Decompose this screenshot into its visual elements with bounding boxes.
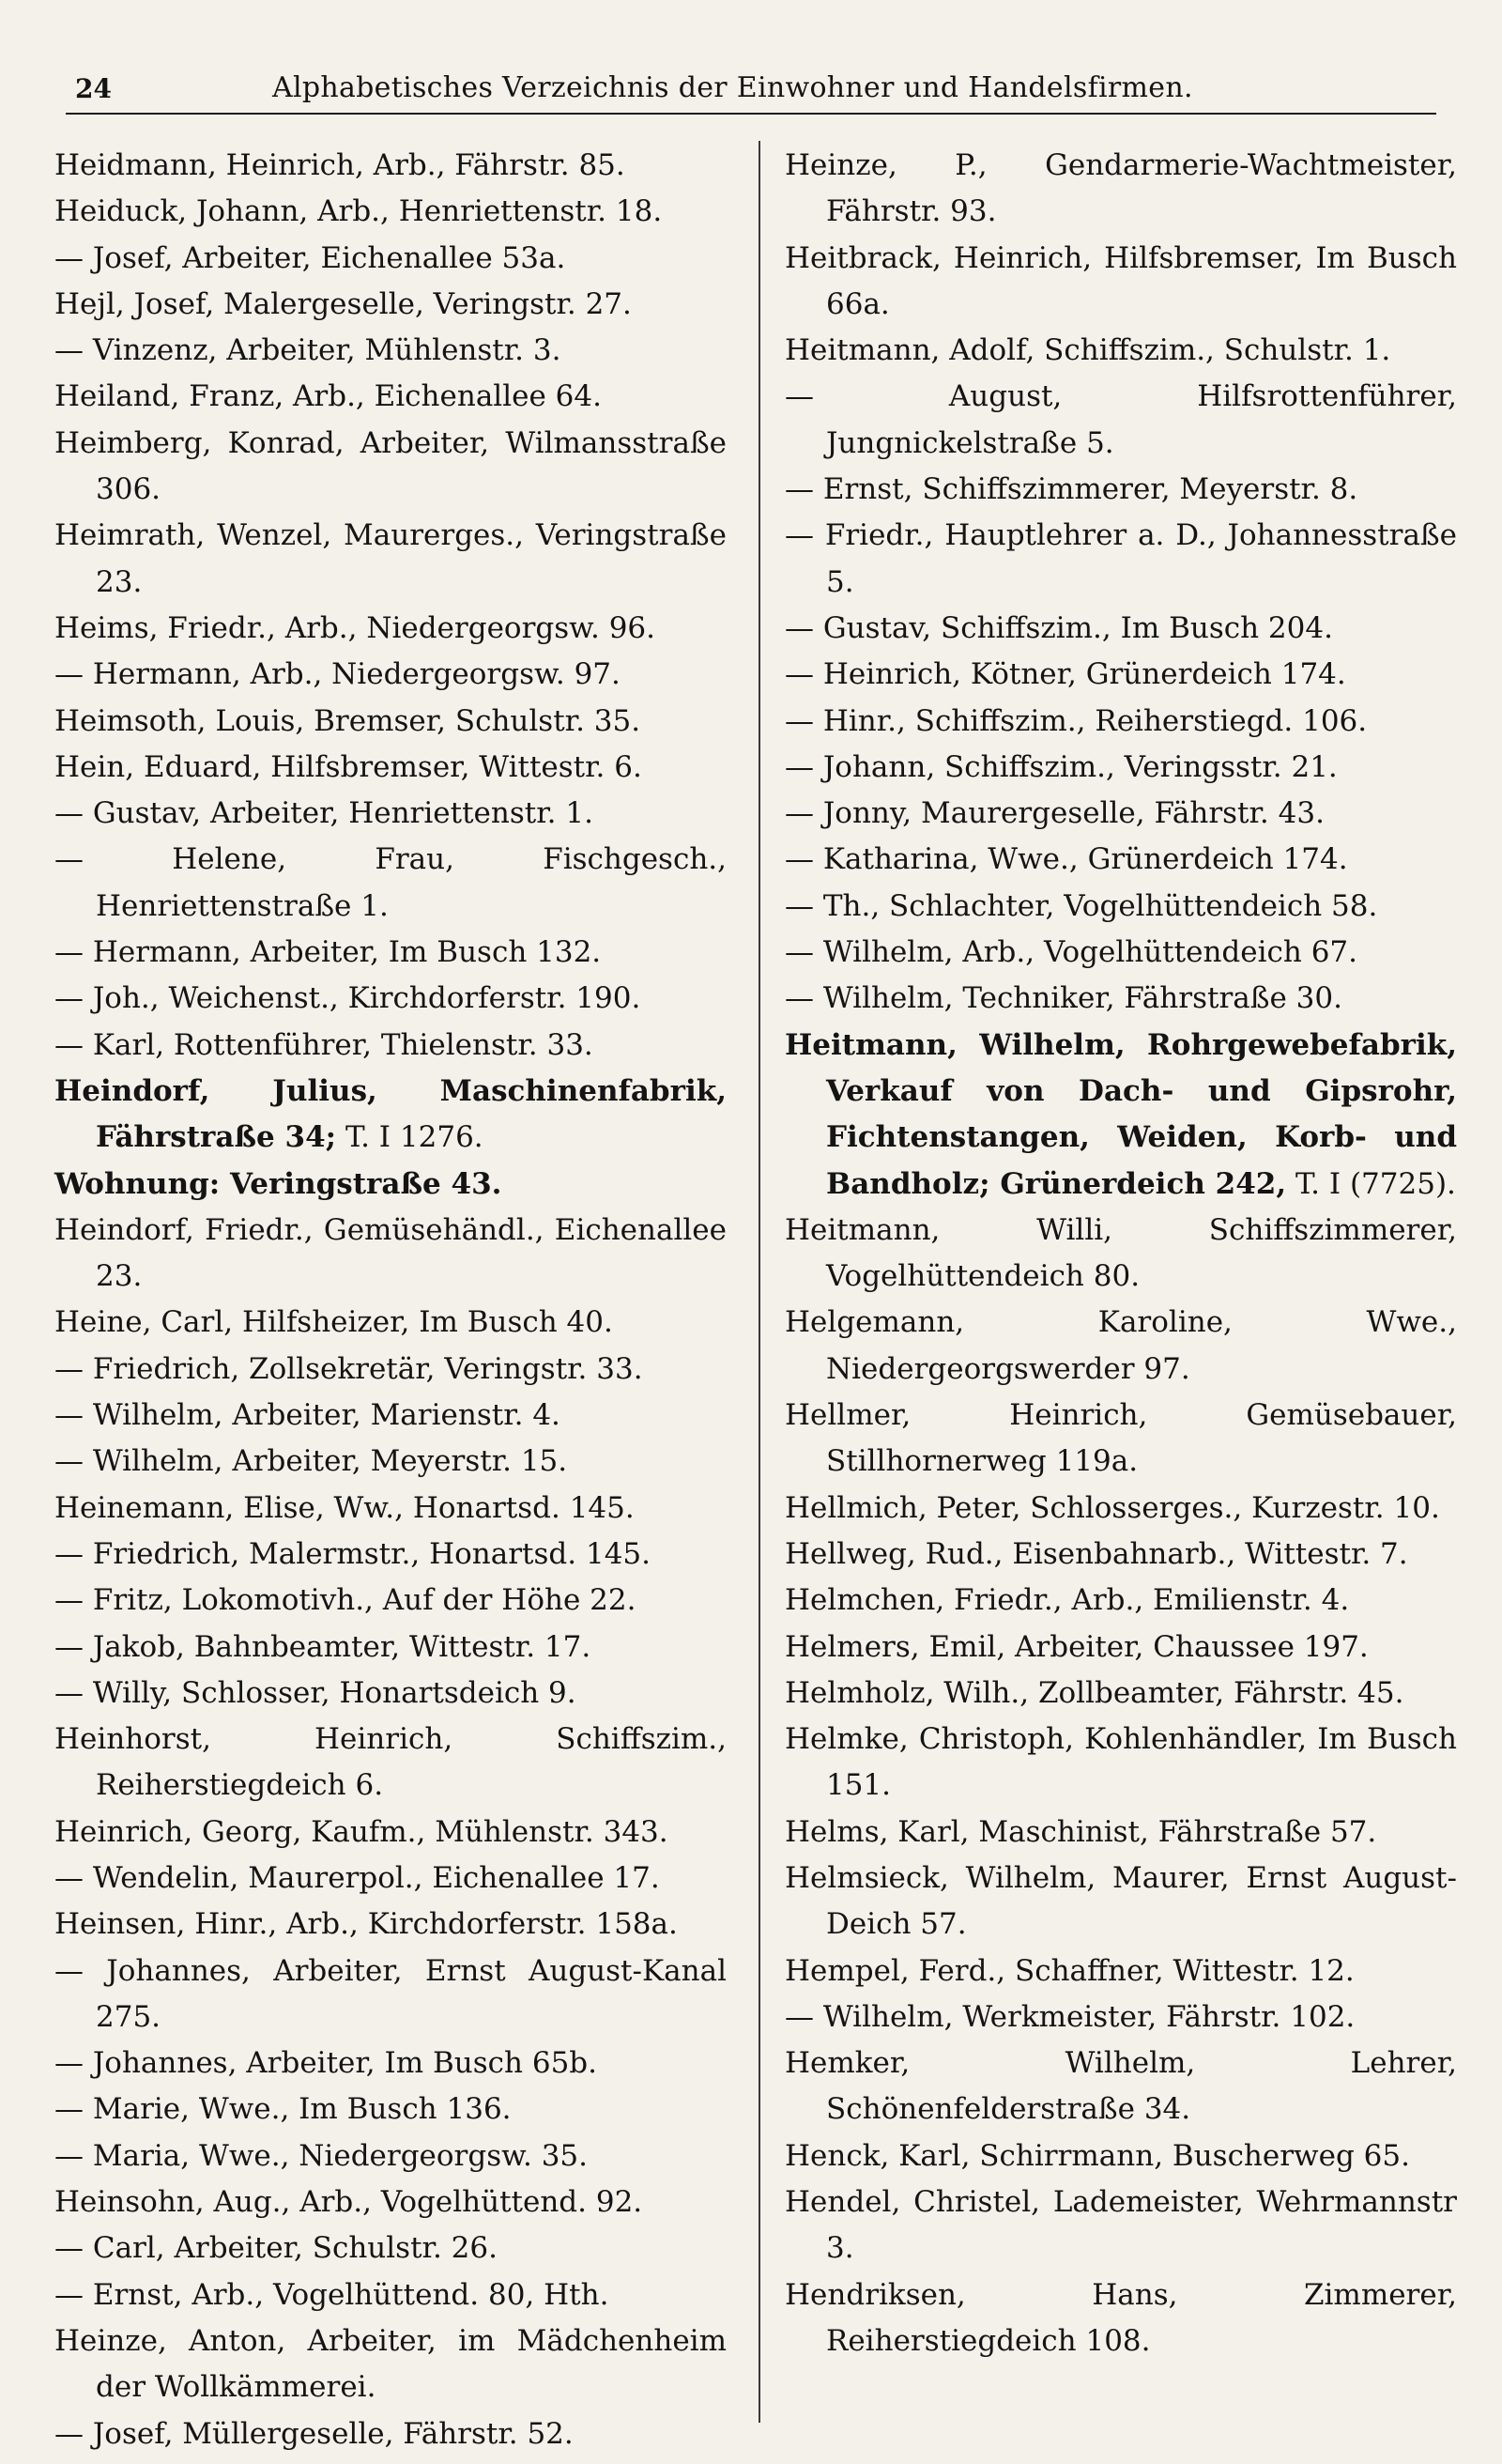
directory-entry xyxy=(785,699,1457,745)
left-column xyxy=(54,143,727,2457)
entry-text: — Th., Schlachter, Vogelhüttendeich 58. xyxy=(785,888,1378,923)
directory-entry xyxy=(785,1994,1457,2040)
entry-text: Hemker, Wilhelm, Lehrer, Schönenfelderstraße 34. xyxy=(785,2046,1457,2127)
directory-entry xyxy=(785,930,1457,976)
entry-text: — Wilhelm, Arbeiter, Marienstr. 4. xyxy=(54,1398,560,1433)
directory-entry xyxy=(54,2272,727,2318)
entry-text: — Josef, Arbeiter, Eichenallee 53a. xyxy=(54,240,566,275)
directory-entry xyxy=(785,1208,1457,1301)
entry-text: — Johann, Schiffszim., Veringsstr. 21. xyxy=(785,749,1338,784)
entry-text: — Friedr., Hauptlehrer a. D., Johannesstraße 5. xyxy=(785,518,1457,599)
directory-entry xyxy=(54,1671,727,1717)
entry-text: Heimsoth, Louis, Bremser, Schulstr. 35. xyxy=(54,703,641,738)
directory-entry xyxy=(785,884,1457,930)
running-title: Alphabetisches Verzeichnis der Einwohner und Handelsfirmen. xyxy=(272,71,1193,104)
directory-entry xyxy=(785,1300,1457,1393)
directory-entry xyxy=(54,1393,727,1439)
directory-entry xyxy=(785,1948,1457,1994)
entry-text: Hellweg, Rud., Eisenbahnarb., Wittestr. 7. xyxy=(785,1536,1408,1571)
directory-entry xyxy=(785,328,1457,374)
directory-entry xyxy=(54,1948,727,2041)
directory-entry xyxy=(54,1486,727,1532)
entry-text: — Vinzenz, Arbeiter, Mühlenstr. 3. xyxy=(54,333,561,368)
entry-text: Heinhorst, Heinrich, Schiffszim., Reiherstiegdeich 6. xyxy=(54,1722,727,1803)
directory-entry xyxy=(785,236,1457,329)
directory-entry xyxy=(785,1486,1457,1532)
entry-text: Helmke, Christoph, Kohlenhändler, Im Busch 151. xyxy=(785,1722,1457,1803)
directory-entry xyxy=(54,1069,727,1162)
entry-text: Heidmann, Heinrich, Arb., Fährstr. 85. xyxy=(54,148,625,182)
entry-text: — Heinrich, Kötner, Grünerdeich 174. xyxy=(785,657,1346,692)
directory-entry xyxy=(785,2272,1457,2365)
directory-entry xyxy=(54,1532,727,1578)
entry-text: Hellmer, Heinrich, Gemüsebauer, Stillhornerweg 119a. xyxy=(785,1398,1457,1479)
entry-text: — Helene, Frau, Fischgesch., Henriettenstraße 1. xyxy=(54,842,727,923)
entry-text: — Johannes, Arbeiter, Ernst August-Kanal 275. xyxy=(54,1953,727,2034)
directory-entry xyxy=(54,652,727,698)
directory-entry xyxy=(785,1810,1457,1856)
directory-entry xyxy=(785,652,1457,698)
directory-entry xyxy=(785,976,1457,1022)
directory-entry xyxy=(54,2133,727,2179)
entry-text: — Josef, Müllergeselle, Fährstr. 52. xyxy=(54,2416,574,2451)
entry-text: Heitmann, Wilhelm, Rohrgewebefabrik, Verkauf von Dach- und Gipsrohr, Fichtenstangen, Weiden, Korb- und Bandholz; Grünerdeich 242, xyxy=(785,1027,1457,1201)
directory-entry xyxy=(54,1439,727,1485)
directory-entry xyxy=(54,2040,727,2087)
entry-text: — Carl, Arbeiter, Schulstr. 26. xyxy=(54,2231,498,2266)
directory-entry xyxy=(785,374,1457,467)
entry-text: — Friedrich, Zollsekretär, Veringstr. 33. xyxy=(54,1351,643,1386)
directory-entry xyxy=(785,1578,1457,1624)
directory-entry xyxy=(785,2179,1457,2272)
entry-text: Helmsieck, Wilhelm, Maurer, Ernst August-Deich 57. xyxy=(785,1860,1457,1942)
entry-text: — Maria, Wwe., Niedergeorgsw. 35. xyxy=(54,2138,588,2173)
directory-entry xyxy=(785,467,1457,513)
directory-entry xyxy=(54,421,727,514)
entry-text: — Gustav, Schiffszim., Im Busch 204. xyxy=(785,610,1333,645)
entry-text: Heinemann, Elise, Ww., Honartsd. 145. xyxy=(54,1490,635,1525)
entry-text: Hellmich, Peter, Schlosserges., Kurzestr. 10. xyxy=(785,1490,1440,1525)
entry-text: Heimrath, Wenzel, Maurerges., Veringstraße 23. xyxy=(54,518,727,599)
entry-text: Heitmann, Willi, Schiffszimmerer, Vogelhüttendeich 80. xyxy=(785,1212,1457,1294)
entry-text: — Wilhelm, Werkmeister, Fährstr. 102. xyxy=(785,1999,1356,2034)
entry-text: — Joh., Weichenst., Kirchdorferstr. 190. xyxy=(54,981,641,1016)
entry-text: — Karl, Rottenführer, Thielenstr. 33. xyxy=(54,1027,593,1062)
entry-text: Heindorf, Friedr., Gemüsehändl., Eichenallee 23. xyxy=(54,1212,727,1294)
entry-text: — Hermann, Arb., Niedergeorgsw. 97. xyxy=(54,657,621,692)
entry-text: Heinsen, Hinr., Arb., Kirchdorferstr. 158a. xyxy=(54,1907,678,1942)
entry-text: Helmchen, Friedr., Arb., Emilienstr. 4. xyxy=(785,1583,1350,1618)
entry-text: — Wilhelm, Arb., Vogelhüttendeich 67. xyxy=(785,935,1357,970)
entry-text: — Ernst, Schiffszimmerer, Meyerstr. 8. xyxy=(785,472,1358,507)
directory-entry xyxy=(54,1578,727,1624)
entry-text: — Johannes, Arbeiter, Im Busch 65b. xyxy=(54,2046,597,2081)
directory-entry xyxy=(54,1300,727,1346)
directory-entry xyxy=(54,1162,727,1208)
entry-text: Heinrich, Georg, Kaufm., Mühlenstr. 343. xyxy=(54,1814,668,1849)
entry-text: — Friedrich, Malermstr., Honartsd. 145. xyxy=(54,1536,651,1571)
entry-text: — Katharina, Wwe., Grünerdeich 174. xyxy=(785,842,1348,877)
directory-entry xyxy=(785,1671,1457,1717)
directory-entry xyxy=(785,2133,1457,2179)
entry-text: — Hermann, Arbeiter, Im Busch 132. xyxy=(54,935,602,970)
directory-entry xyxy=(54,2411,727,2457)
directory-entry xyxy=(785,143,1457,236)
entry-text: — Fritz, Lokomotivh., Auf der Höhe 22. xyxy=(54,1583,636,1618)
entry-text: Heinze, Anton, Arbeiter, im Mädchenheim der Wollkämmerei. xyxy=(54,2323,727,2405)
directory-entry xyxy=(54,513,727,606)
entry-text: — Wilhelm, Techniker, Fährstraße 30. xyxy=(785,981,1342,1016)
directory-entry xyxy=(54,2087,727,2133)
entry-text: Wohnung: Veringstraße 43. xyxy=(54,1166,502,1201)
directory-entry xyxy=(785,791,1457,837)
entry-text: Helmers, Emil, Arbeiter, Chaussee 197. xyxy=(785,1629,1369,1664)
entry-text: Heitbrack, Heinrich, Hilfsbremser, Im Busch 66a. xyxy=(785,240,1457,321)
directory-entry xyxy=(54,1208,727,1301)
entry-text: Heitmann, Adolf, Schiffszim., Schulstr. 1. xyxy=(785,333,1391,368)
directory-entry xyxy=(54,1856,727,1902)
directory-entry xyxy=(54,143,727,189)
right-column xyxy=(785,143,1457,2364)
page-number: 24 xyxy=(75,73,112,104)
entry-text: Helgemann, Karoline, Wwe., Niedergeorgswerder 97. xyxy=(785,1305,1457,1386)
directory-entry xyxy=(54,1023,727,1069)
directory-entry xyxy=(54,837,727,930)
entry-text: Hendriksen, Hans, Zimmerer, Reiherstiegdeich 108. xyxy=(785,2277,1457,2358)
entry-text: — Jakob, Bahnbeamter, Wittestr. 17. xyxy=(54,1629,591,1664)
entry-text: Hendel, Christel, Lademeister, Wehrmannstr 3. xyxy=(785,2185,1457,2266)
directory-entry xyxy=(54,1625,727,1671)
directory-entry xyxy=(54,1902,727,1948)
directory-entry xyxy=(54,606,727,652)
entry-text: Helms, Karl, Maschinist, Fährstraße 57. xyxy=(785,1814,1377,1849)
entry-text: — Wilhelm, Arbeiter, Meyerstr. 15. xyxy=(54,1444,568,1479)
directory-entry xyxy=(54,2179,727,2225)
column-divider xyxy=(759,141,760,2423)
entry-text: Hejl, Josef, Malergeselle, Veringstr. 27. xyxy=(54,286,632,321)
directory-entry xyxy=(54,976,727,1022)
entry-text: Helmholz, Wilh., Zollbeamter, Fährstr. 45. xyxy=(785,1675,1404,1710)
entry-text: — Willy, Schlosser, Honartsdeich 9. xyxy=(54,1675,576,1710)
directory-entry xyxy=(54,2318,727,2411)
entry-text: — Hinr., Schiffszim., Reiherstiegd. 106. xyxy=(785,703,1368,738)
entry-text: — Wendelin, Maurerpol., Eichenallee 17. xyxy=(54,1860,660,1895)
directory-entry xyxy=(54,791,727,837)
directory-entry xyxy=(785,513,1457,606)
directory-entry xyxy=(785,1532,1457,1578)
entry-text: — Jonny, Maurergeselle, Fährstr. 43. xyxy=(785,796,1325,831)
directory-entry xyxy=(54,2225,727,2272)
directory-entry xyxy=(54,745,727,791)
entry-text: Hein, Eduard, Hilfsbremser, Wittestr. 6. xyxy=(54,749,642,784)
entry-text: — Gustav, Arbeiter, Henriettenstr. 1. xyxy=(54,796,593,831)
directory-entry xyxy=(54,930,727,976)
directory-entry xyxy=(54,328,727,374)
directory-entry xyxy=(785,745,1457,791)
directory-entry xyxy=(785,2040,1457,2133)
page-header xyxy=(66,66,1436,115)
entry-text: Heinsohn, Aug., Arb., Vogelhüttend. 92. xyxy=(54,2185,643,2220)
telephone-number: T. I 1276. xyxy=(336,1120,483,1155)
directory-entry xyxy=(785,1625,1457,1671)
entry-text: Hempel, Ferd., Schaffner, Wittestr. 12. xyxy=(785,1953,1355,1988)
entry-text: Heinze, P., Gendarmerie-Wachtmeister, Fährstr. 93. xyxy=(785,148,1457,229)
entry-text: — August, Hilfsrottenführer, Jungnickelstraße 5. xyxy=(785,379,1457,460)
directory-entry xyxy=(785,1717,1457,1810)
entry-text: Heimberg, Konrad, Arbeiter, Wilmansstraße 306. xyxy=(54,425,727,507)
directory-entry xyxy=(54,236,727,282)
entry-text: Heine, Carl, Hilfsheizer, Im Busch 40. xyxy=(54,1305,613,1340)
directory-entry xyxy=(54,189,727,235)
directory-entry xyxy=(54,1810,727,1856)
directory-entry xyxy=(54,282,727,328)
directory-entry xyxy=(785,837,1457,883)
telephone-number: T. I (7725). xyxy=(1286,1166,1456,1201)
directory-entry xyxy=(785,606,1457,652)
entry-text: Henck, Karl, Schirrmann, Buscherweg 65. xyxy=(785,2138,1410,2173)
directory-entry xyxy=(785,1393,1457,1486)
directory-entry xyxy=(785,1856,1457,1948)
entry-text: — Marie, Wwe., Im Busch 136. xyxy=(54,2092,512,2127)
entry-text: Heiland, Franz, Arb., Eichenallee 64. xyxy=(54,379,602,414)
entry-text: Heindorf, Julius, Maschinenfabrik, Fährstraße 34; xyxy=(54,1073,727,1155)
directory-entry xyxy=(54,1717,727,1810)
directory-entry xyxy=(54,374,727,420)
directory-entry xyxy=(785,1023,1457,1208)
directory-entry xyxy=(54,699,727,745)
entry-text: — Ernst, Arb., Vogelhüttend. 80, Hth. xyxy=(54,2277,609,2312)
entry-text: Heiduck, Johann, Arb., Henriettenstr. 18. xyxy=(54,194,663,229)
directory-entry xyxy=(54,1347,727,1393)
entry-text: Heims, Friedr., Arb., Niedergeorgsw. 96. xyxy=(54,610,656,645)
